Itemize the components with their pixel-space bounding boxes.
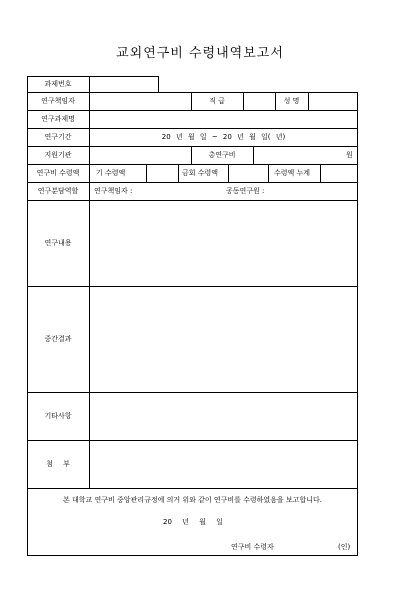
- content-label: 연구내용: [44, 239, 72, 247]
- name-field[interactable]: [309, 93, 357, 109]
- roles-co[interactable]: 공동연구원 :: [226, 187, 265, 195]
- project-number-label: 과제번호: [44, 80, 72, 88]
- this-received-label: 금회 수령액: [182, 169, 219, 177]
- interim-label: 중간결과: [44, 335, 72, 343]
- total-funding-field[interactable]: [254, 147, 334, 163]
- recipient-label: 연구비 수령자: [231, 543, 274, 551]
- statement-text: 본 대학교 연구비 중앙관리규정에 의거 위와 같이 연구비를 수령하였음을 보고합니다.: [63, 496, 322, 504]
- project-number-field[interactable]: [90, 77, 158, 92]
- content-field[interactable]: [90, 201, 357, 285]
- won-unit: 원: [346, 151, 353, 159]
- roles-lead[interactable]: 연구책임자 :: [94, 187, 133, 195]
- other-field[interactable]: [90, 393, 357, 439]
- agency-field[interactable]: [90, 147, 190, 163]
- position-label: 직 급: [209, 97, 225, 105]
- cumulative-label: 수령액 누계: [274, 169, 311, 177]
- roles-label: 연구분담역할: [37, 187, 79, 195]
- this-received-field[interactable]: [229, 165, 267, 181]
- prev-received-label: 기 수령액: [96, 169, 126, 177]
- prev-received-field[interactable]: [147, 165, 177, 181]
- other-label: 기타사항: [44, 412, 72, 420]
- received-label: 연구비 수령액: [36, 169, 80, 177]
- name-label: 성 명: [283, 97, 300, 105]
- agency-label: 지원기관: [44, 151, 72, 159]
- total-funding-label: 총연구비: [208, 151, 236, 159]
- report-date[interactable]: 20 년 월 일: [163, 518, 223, 526]
- seal-mark: (인): [338, 543, 351, 551]
- period-label: 연구기간: [44, 133, 72, 141]
- researcher-field[interactable]: [90, 93, 190, 109]
- project-name-field[interactable]: [90, 111, 357, 127]
- attach-label: 첨 부: [46, 460, 70, 468]
- interim-field[interactable]: [90, 287, 357, 391]
- researcher-label: 연구책임자: [41, 97, 75, 105]
- period-value[interactable]: 20 년 월 일 ~ 20 년 월 일( 년): [161, 133, 286, 141]
- cumulative-field[interactable]: [321, 165, 357, 181]
- project-name-label: 연구과제명: [41, 115, 75, 123]
- document-title: 교외연구비 수령내역보고서: [116, 46, 284, 61]
- position-field[interactable]: [244, 93, 274, 109]
- attach-field[interactable]: [90, 441, 357, 487]
